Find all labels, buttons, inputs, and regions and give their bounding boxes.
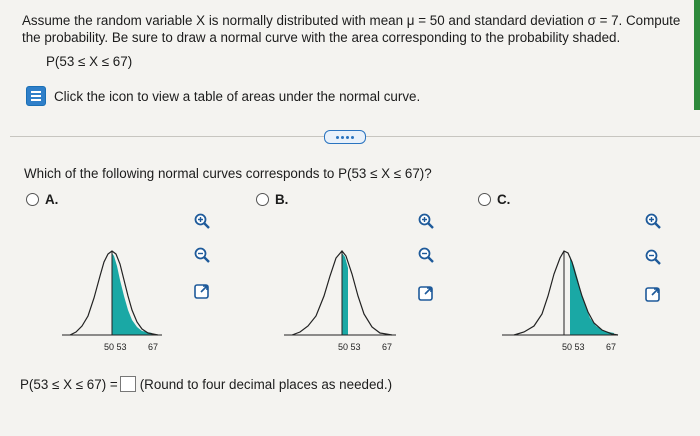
table-link-label: Click the icon to view a table of areas under the normal curve. [54,88,421,104]
curve-c-shaded [570,256,614,335]
question-text: Assume the random variable X is normally distributed with mean μ = 50 and standard deviation σ = 7. Compute the probability. Be sure to draw a normal curve with the area corresponding to the probability shaded. [22,13,681,45]
curve-b-tick-right: 67 [382,342,393,352]
curve-b [284,238,404,356]
curve-b-tick-left: 50 53 [338,342,361,352]
question2-text: Which of the following normal curves corresponds to P(53 ≤ X ≤ 67)? [24,166,432,181]
expand-button[interactable] [324,130,366,144]
option-c-label: C. [497,192,511,207]
expand-graph-icon[interactable] [644,285,662,303]
curve-a-tick-left: 50 53 [104,342,127,352]
curve-a-shaded [112,253,152,335]
curve-a-tick-right: 67 [148,342,159,352]
curve-c [502,238,622,356]
curve-c-tick-right: 67 [606,342,617,352]
curve-a [62,238,182,356]
answer-input[interactable] [120,376,136,392]
zoom-in-icon[interactable] [644,212,662,230]
option-a[interactable] [26,192,58,207]
option-c[interactable] [478,192,510,207]
accent-bar [694,0,700,110]
answer-prefix: P(53 ≤ X ≤ 67) = [20,376,118,392]
answer-row [20,376,392,392]
expand-graph-icon[interactable] [417,284,435,302]
option-b-radio[interactable] [256,193,269,206]
option-a-radio[interactable] [26,193,39,206]
option-b[interactable] [256,192,288,207]
table-icon[interactable] [26,86,46,106]
expand-graph-icon[interactable] [193,282,211,300]
probability-expression: P(53 ≤ X ≤ 67) [46,54,133,69]
option-c-radio[interactable] [478,193,491,206]
table-link-row [26,86,420,106]
answer-suffix: (Round to four decimal places as needed.) [139,376,393,392]
option-b-label: B. [275,192,289,207]
zoom-in-icon[interactable] [193,212,211,230]
option-a-label: A. [45,192,59,207]
zoom-out-icon[interactable] [193,246,211,264]
zoom-in-icon[interactable] [417,212,435,230]
curve-b-shaded [342,253,348,335]
curve-c-tick-left: 50 53 [562,342,585,352]
zoom-out-icon[interactable] [417,246,435,264]
zoom-out-icon[interactable] [644,248,662,266]
